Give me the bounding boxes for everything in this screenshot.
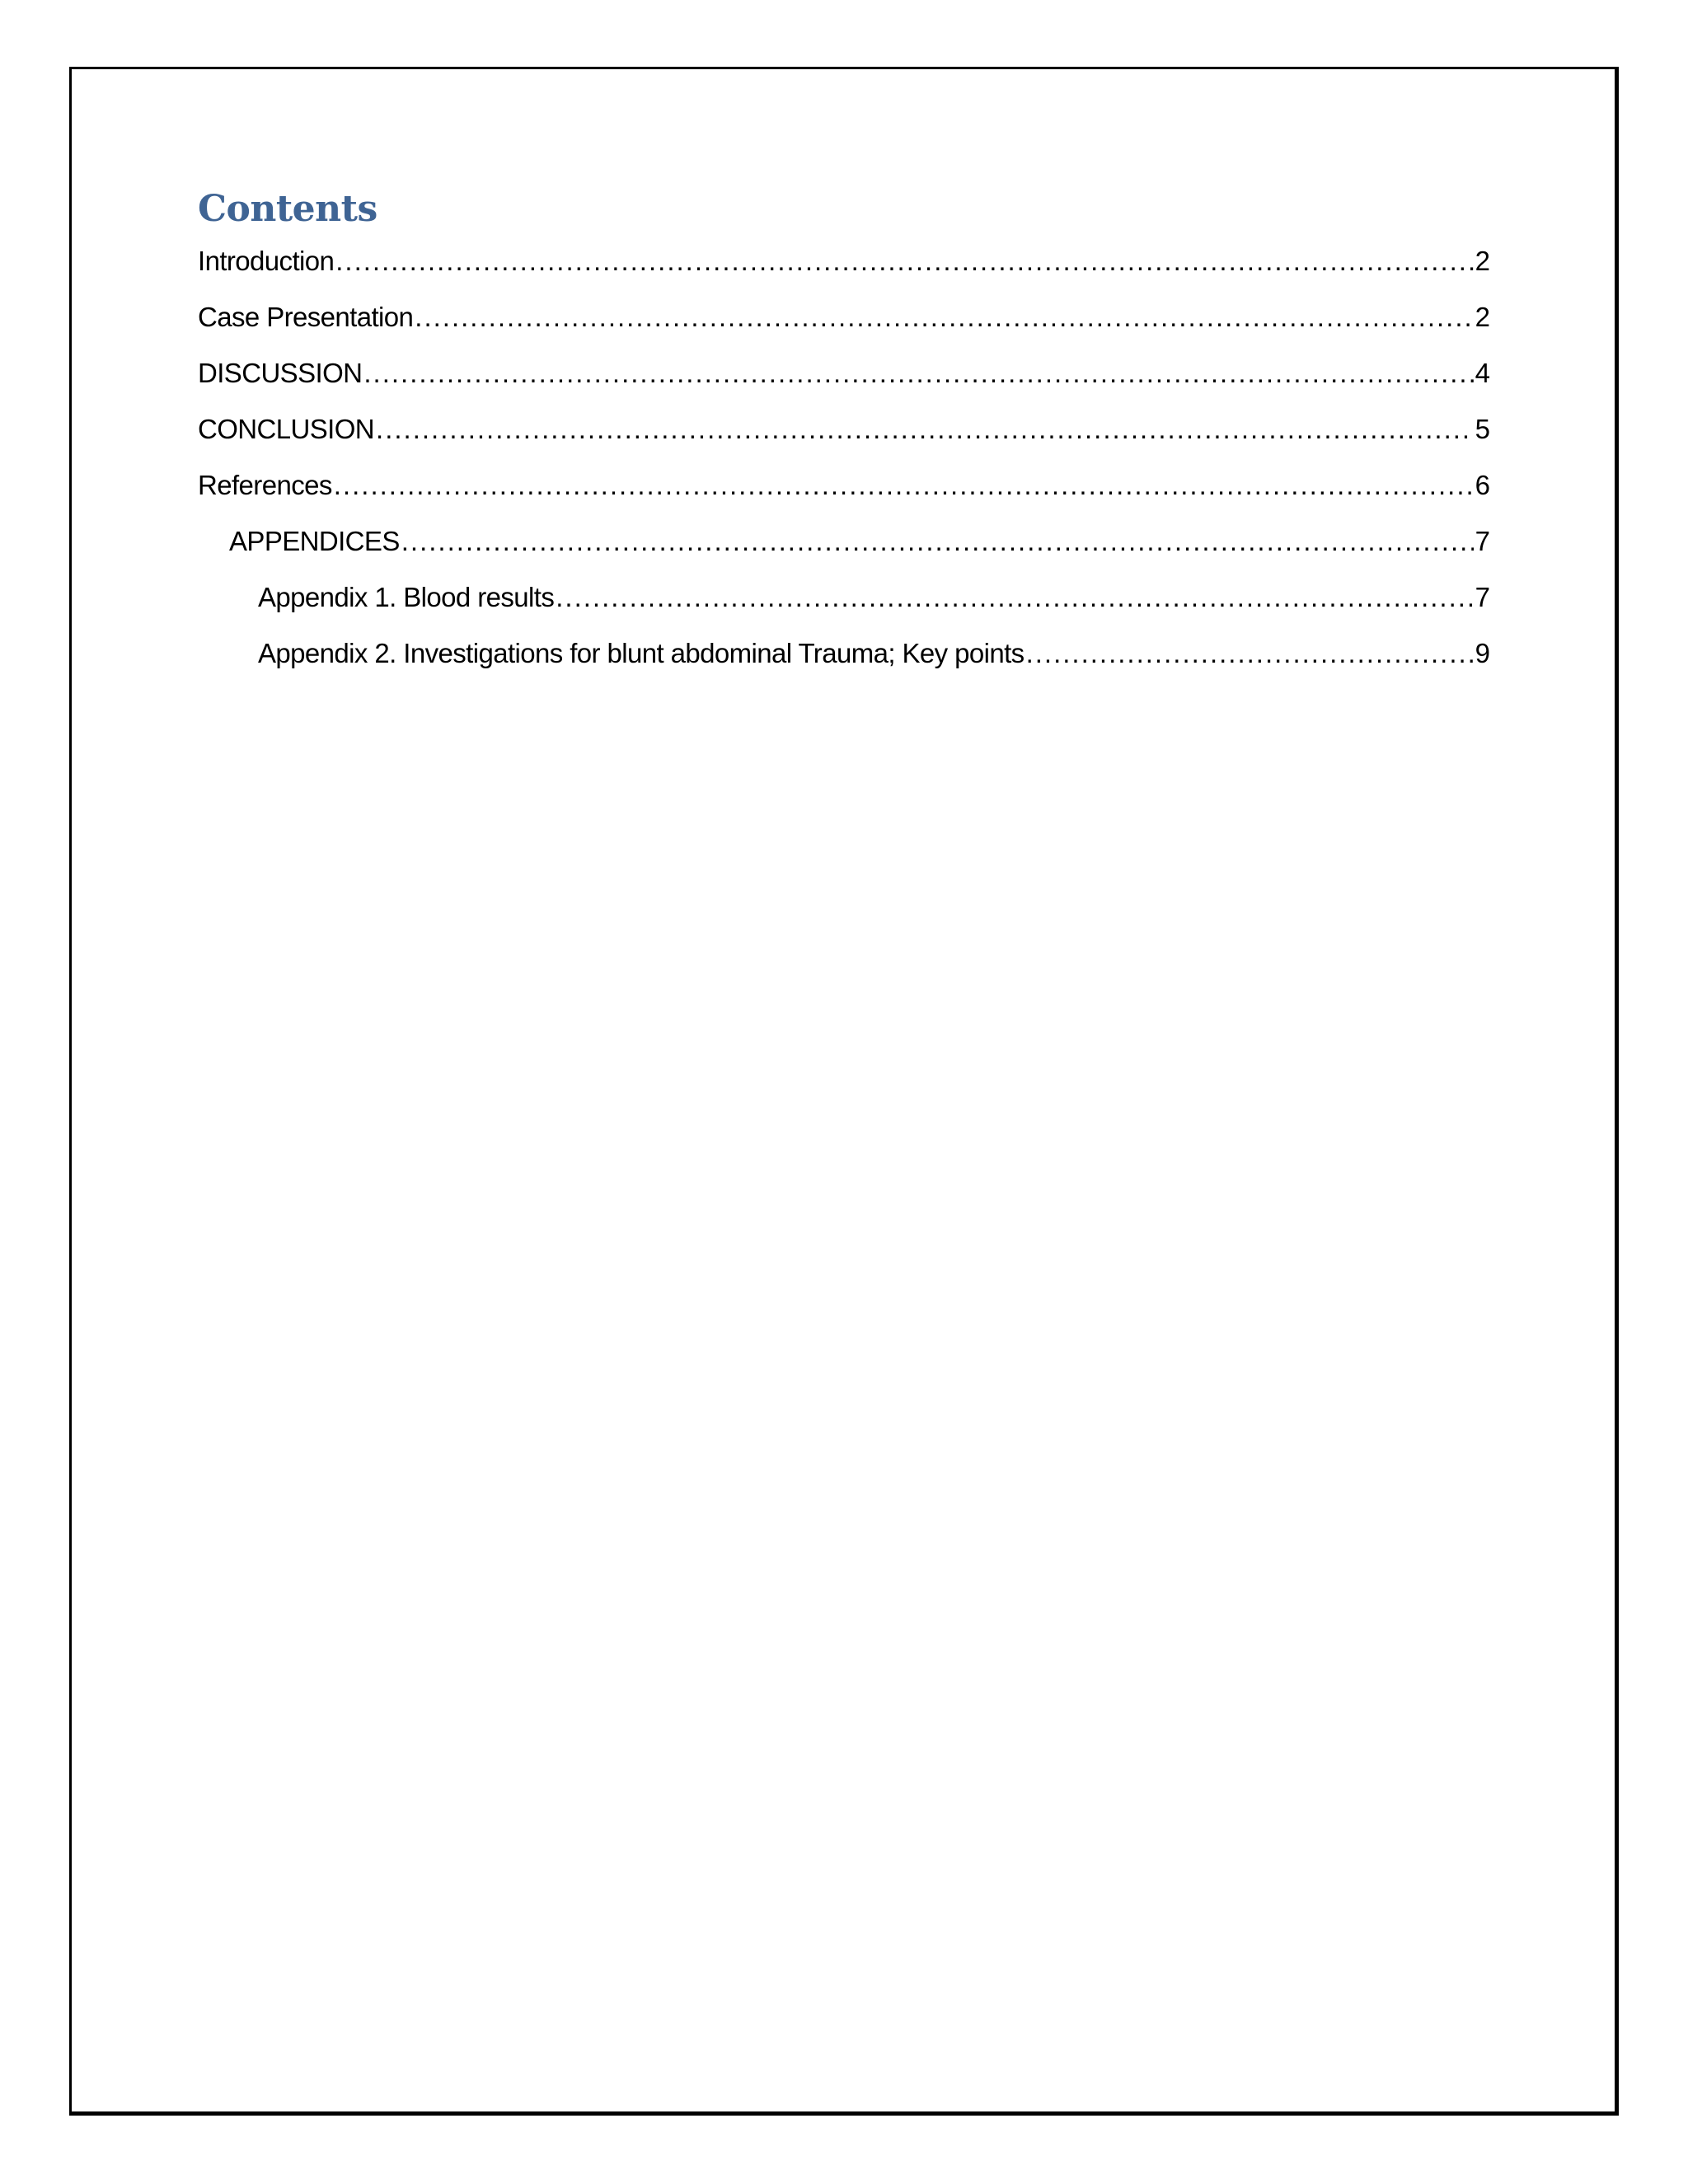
toc-dot-leader: [415, 302, 1473, 333]
toc-entry-title: Introduction: [198, 246, 335, 276]
toc-dot-leader: [376, 414, 1474, 445]
toc-entry-discussion[interactable]: [198, 358, 1490, 414]
toc-entry-title: Appendix 1. Blood results: [258, 582, 555, 612]
toc-entry-introduction[interactable]: [198, 246, 1490, 302]
toc-entry-conclusion[interactable]: [198, 414, 1490, 470]
toc-entry-appendices[interactable]: [198, 526, 1490, 582]
toc-entry-case-presentation[interactable]: [198, 302, 1490, 358]
toc-page-number: 4: [1475, 358, 1490, 388]
toc-heading: Contents: [198, 188, 377, 230]
toc-page-number: 9: [1475, 638, 1490, 668]
toc-dot-leader: [335, 246, 1473, 277]
toc-entry-title: Appendix 2. Investigations for blunt abdominal Trauma; Key points: [258, 638, 1025, 668]
toc-dot-leader: [363, 358, 1473, 389]
toc-dot-leader: [1026, 638, 1474, 669]
toc-page-number: 7: [1475, 582, 1490, 612]
toc-page-number: 2: [1475, 246, 1490, 276]
toc-page-number: 2: [1475, 302, 1490, 332]
toc-dot-leader: [556, 582, 1473, 613]
toc-page-number: 5: [1475, 414, 1490, 444]
toc-entry-title: Case Presentation: [198, 302, 414, 332]
toc-entry-title: APPENDICES: [229, 526, 400, 556]
toc-entry-appendix-1[interactable]: [198, 582, 1490, 638]
toc-dot-leader: [401, 526, 1474, 557]
toc-dot-leader: [334, 470, 1474, 501]
toc-page-number: 6: [1475, 470, 1490, 500]
toc-entry-title: CONCLUSION: [198, 414, 375, 444]
toc-entry-references[interactable]: [198, 470, 1490, 526]
toc-entry-title: References: [198, 470, 332, 500]
toc-entry-title: DISCUSSION: [198, 358, 363, 388]
toc-page-number: 7: [1475, 526, 1490, 556]
toc-entry-appendix-2[interactable]: [198, 638, 1490, 694]
table-of-contents: [198, 188, 1490, 694]
toc-list: [198, 246, 1490, 694]
